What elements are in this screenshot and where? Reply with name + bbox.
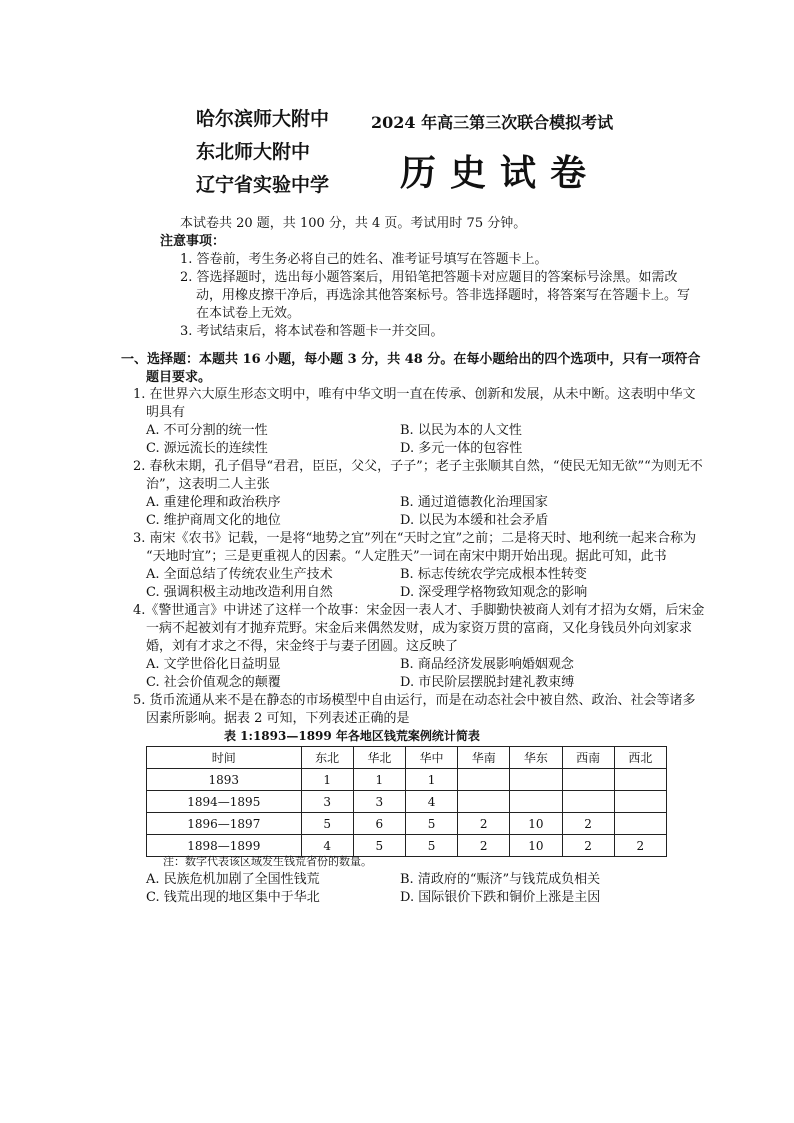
table-cell: 5	[405, 835, 457, 857]
table-cell: 2	[458, 835, 510, 857]
table-header-cell: 华中	[405, 747, 457, 769]
statistics-table	[146, 746, 667, 857]
table-cell	[562, 769, 614, 791]
table-cell: 1	[405, 769, 457, 791]
table-row	[147, 813, 667, 835]
table-cell: 2	[458, 813, 510, 835]
intro-text: 本试卷共 20 题，共 100 分，共 4 页。考试用时 75 分钟。	[180, 216, 527, 231]
table-header-cell: 华北	[353, 747, 405, 769]
table-cell	[510, 791, 562, 813]
question-3-option-b: B. 标志传统农学完成根本性转变	[400, 567, 587, 582]
notice-line: 1. 答卷前，考生务必将自己的姓名、准考证号填写在答题卡上。	[180, 252, 548, 267]
question-2-stem-cont: 治”，这表明二人主张	[146, 477, 270, 492]
notice-line: 动，用橡皮擦干净后，再选涂其他答案标号。答非选择题时，将答案写在答题卡上。写	[196, 288, 691, 303]
question-4-stem: 4.《警世通言》中讲述了这样一个故事：宋金因一表人才、手脚勤快被商人刘有才招为女婿，后宋金	[133, 603, 705, 618]
notice-line: 2. 答选择题时，选出每小题答案后，用铅笔把答题卡对应题目的答案标号涂黑。如需改	[180, 270, 678, 285]
table-cell: 1	[353, 769, 405, 791]
table-cell: 4	[405, 791, 457, 813]
school-name-2: 东北师大附中	[196, 141, 311, 163]
table-row	[147, 791, 667, 813]
table-cell: 1898—1899	[147, 835, 302, 857]
question-4-option-c: C. 社会价值观念的颠覆	[146, 675, 281, 690]
table-cell	[510, 769, 562, 791]
section-header: 一、选择题：本题共 16 小题，每小题 3 分，共 48 分。在每小题给出的四个选项中，只有一项符合	[121, 352, 701, 367]
question-5-option-c: C. 钱荒出现的地区集中于华北	[146, 890, 320, 905]
table-header-cell: 西南	[562, 747, 614, 769]
table-header-row	[147, 747, 667, 769]
question-4-option-d: D. 市民阶层摆脱封建礼教束缚	[400, 675, 575, 690]
table-cell	[458, 791, 510, 813]
table-cell: 3	[353, 791, 405, 813]
table-cell: 1	[301, 769, 353, 791]
question-1-option-d: D. 多元一体的包容性	[400, 441, 523, 456]
table-caption: 表 1:1893—1899 年各地区钱荒案例统计简表	[224, 729, 480, 743]
table-cell: 10	[510, 813, 562, 835]
question-3-option-a: A. 全面总结了传统农业生产技术	[146, 567, 333, 582]
question-2-option-d: D. 以民为本缓和社会矛盾	[400, 513, 549, 528]
table-cell	[614, 791, 666, 813]
section-header-cont: 题目要求。	[146, 370, 212, 385]
question-3-stem: 3. 南宋《农书》记载，一是将“地势之宜”列在“天时之宜”之前；二是将天时、地利统一起来合称为	[133, 531, 697, 546]
question-4-option-a: A. 文学世俗化日益明显	[146, 657, 281, 672]
question-1-option-c: C. 源远流长的连续性	[146, 441, 268, 456]
table-note: 注：数字代表该区域发生钱荒省份的数量。	[163, 855, 372, 868]
table-cell: 10	[510, 835, 562, 857]
question-2-option-b: B. 通过道德教化治理国家	[400, 495, 548, 510]
table-cell	[562, 791, 614, 813]
table-cell	[458, 769, 510, 791]
question-5-option-d: D. 国际银价下跌和铜价上涨是主因	[400, 890, 601, 905]
table-cell: 2	[562, 835, 614, 857]
question-5-stem-cont: 因素所影响。据表 2 可知，下列表述正确的是	[146, 711, 410, 726]
question-2-stem: 2. 春秋末期，孔子倡导“君君，臣臣，父父，子子”；老子主张顺其自然，“使民无知无欲”“为则无不	[133, 459, 703, 474]
table-cell: 1896—1897	[147, 813, 302, 835]
question-4-option-b: B. 商品经济发展影响婚姻观念	[400, 657, 574, 672]
exam-title: 2024 年高三第三次联合模拟考试	[371, 113, 614, 132]
question-5-option-a: A. 民族危机加剧了全国性钱荒	[146, 872, 320, 887]
question-3-option-c: C. 强调积极主动地改造利用自然	[146, 585, 333, 600]
table-header-cell: 西北	[614, 747, 666, 769]
table-cell: 5	[301, 813, 353, 835]
question-1-stem-cont: 明具有	[146, 405, 186, 420]
school-name-1: 哈尔滨师大附中	[196, 108, 330, 130]
question-3-option-d: D. 深受理学格物致知观念的影响	[400, 585, 588, 600]
table-cell: 2	[562, 813, 614, 835]
question-4-stem-cont: 一病不起被刘有才抛弃荒野。宋金后来偶然发财，成为家资万贯的富商，又化身钱员外向刘家求	[146, 621, 693, 636]
notice-title: 注意事项：	[160, 234, 226, 249]
school-list	[196, 103, 329, 202]
table-header-cell: 华南	[458, 747, 510, 769]
question-3-stem-cont: “天地时宜”；三是更重视人的因素。“人定胜天”一词在南宋中期开始出现。据此可知，此书	[146, 549, 667, 564]
table-cell: 6	[353, 813, 405, 835]
table-cell: 5	[353, 835, 405, 857]
school-name-3: 辽宁省实验中学	[196, 174, 330, 196]
question-1-stem: 1. 在世界六大原生形态文明中，唯有中华文明一直在传承、创新和发展，从未中断。这表明中华文	[133, 387, 696, 402]
notice-line: 在本试卷上无效。	[196, 306, 301, 321]
question-2-option-a: A. 重建伦理和政治秩序	[146, 495, 281, 510]
table-cell: 4	[301, 835, 353, 857]
table-header-cell: 华东	[510, 747, 562, 769]
table-cell: 1893	[147, 769, 302, 791]
notice-line: 3. 考试结束后，将本试卷和答题卡一并交回。	[180, 324, 444, 339]
question-5-stem: 5. 货币流通从来不是在静态的市场模型中自由运行，而是在动态社会中被自然、政治、社会等诸多	[133, 693, 696, 708]
subject-title: 历史试卷	[400, 152, 601, 194]
table-cell	[614, 813, 666, 835]
table-cell	[614, 769, 666, 791]
question-5-option-b: B. 清政府的“赈济”与钱荒成负相关	[400, 872, 601, 887]
table-cell: 3	[301, 791, 353, 813]
table-cell: 1894—1895	[147, 791, 302, 813]
table-header-cell: 东北	[301, 747, 353, 769]
question-1-option-a: A. 不可分割的统一性	[146, 423, 268, 438]
table-cell: 5	[405, 813, 457, 835]
question-4-stem-cont: 婚，刘有才求之不得，宋金终于与妻子团圆。这反映了	[146, 639, 459, 654]
table-row	[147, 769, 667, 791]
question-2-option-c: C. 维护商周文化的地位	[146, 513, 281, 528]
table-header-cell: 时间	[147, 747, 302, 769]
table-cell: 2	[614, 835, 666, 857]
question-1-option-b: B. 以民为本的人文性	[400, 423, 522, 438]
